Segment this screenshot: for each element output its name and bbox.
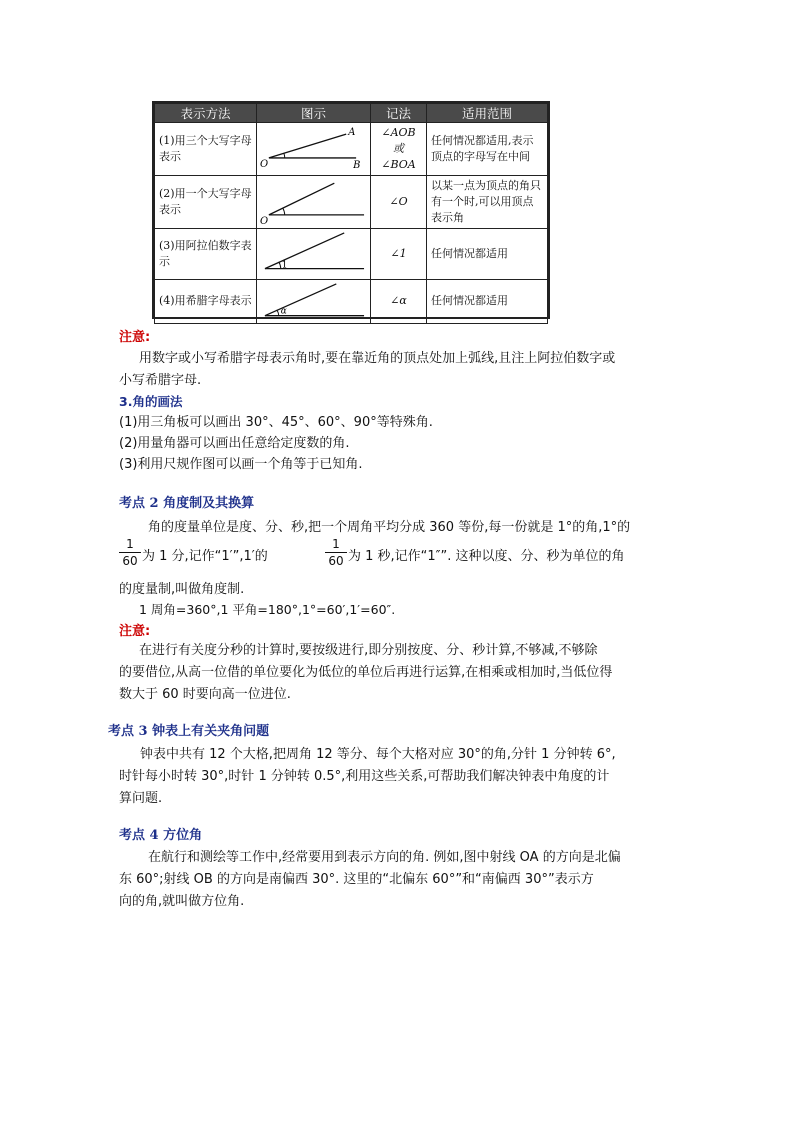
scope-cell: 任何情况都适用 xyxy=(427,229,548,280)
fraction-denominator: 60 xyxy=(122,554,138,568)
method-cell: (3)用阿拉伯数字表示 xyxy=(155,229,257,280)
section-title: 考点 2 角度制及其换算 xyxy=(119,496,255,511)
paragraph-line: 在航行和测绘等工作中,经常要用到表示方向的角. 例如,图中射线 OA 的方向是北偏 xyxy=(148,850,621,865)
scope-cell: 任何情况都适用 xyxy=(427,279,548,324)
section-heading: 3.角的画法 xyxy=(119,394,183,409)
label-o: O xyxy=(259,215,269,227)
header-scope: 适用范围 xyxy=(427,104,548,123)
fraction-numerator: 1 xyxy=(126,537,134,551)
paragraph-line: 时针每小时转 30°,时针 1 分钟转 0.5°,利用这些关系,可帮助我们解决钟表中角度的计 xyxy=(119,769,610,784)
method-cell: (2)用一个大写字母表示 xyxy=(155,176,257,229)
notation-cell: ∠AOB 或 ∠BOA xyxy=(371,123,427,176)
list-item: (1)用三角板可以画出 30°、45°、60°、90°等特殊角. xyxy=(119,415,433,430)
header-method: 表示方法 xyxy=(155,104,257,123)
note-text: 用数字或小写希腊字母表示角时,要在靠近角的顶点处加上弧线,且注上阿拉伯数字或 xyxy=(139,351,616,366)
note-text: 数大于 60 时要向高一位进位. xyxy=(119,687,291,702)
label-alpha: α xyxy=(280,306,287,317)
header-figure: 图示 xyxy=(257,104,371,123)
fraction xyxy=(325,537,347,568)
label-1: 1 xyxy=(281,260,288,271)
scope-cell: 以某一点为顶点的角只有一个时,可以用顶点表示角 xyxy=(427,176,548,229)
scope-cell: 任何情况都适用,表示顶点的字母写在中间 xyxy=(427,123,548,176)
paragraph-line: 1 周角=360°,1 平角=180°,1°=60′,1′=60″. xyxy=(139,602,396,617)
table-row xyxy=(155,279,548,324)
notation-cell: ∠α xyxy=(371,279,427,324)
note-label: 注意: xyxy=(119,330,151,345)
paragraph-line: 为 1 分,记作“1′”,1′的 xyxy=(142,549,268,564)
list-item: (2)用量角器可以画出任意给定度数的角. xyxy=(119,436,350,451)
note-label: 注意: xyxy=(119,624,151,639)
fraction xyxy=(119,537,141,568)
section-title: 考点 3 钟表上有关夹角问题 xyxy=(108,724,270,739)
paragraph-line: 向的角,就叫做方位角. xyxy=(119,894,245,909)
paragraph-line: 角的度量单位是度、分、秒,把一个周角平均分成 360 等份,每一份就是 1°的角,1°的 xyxy=(148,520,631,535)
notation-cell: ∠1 xyxy=(371,229,427,280)
table-header-row xyxy=(155,104,548,123)
label-a: A xyxy=(348,127,356,139)
angle-figure xyxy=(257,123,371,176)
list-item: (3)利用尺规作图可以画一个角等于已知角. xyxy=(119,457,363,472)
angle-notation-table xyxy=(152,101,550,319)
header-notation: 记法 xyxy=(371,104,427,123)
table-row xyxy=(155,176,548,229)
note-text: 的要借位,从高一位借的单位要化为低位的单位后再进行运算,在相乘或相加时,当低位得 xyxy=(119,665,613,680)
section-title: 考点 4 方位角 xyxy=(119,828,203,843)
paragraph-line: 东 60°;射线 OB 的方向是南偏西 30°. 这里的“北偏东 60°”和“南偏西 30°”表示方 xyxy=(119,872,594,887)
method-cell: (1)用三个大写字母表示 xyxy=(155,123,257,176)
label-b: B xyxy=(353,159,361,171)
paragraph-line: 的度量制,叫做角度制. xyxy=(119,582,245,597)
angle-alpha-diagram xyxy=(257,280,370,324)
label-o: O xyxy=(259,158,269,170)
paragraph-line: 算问题. xyxy=(119,791,163,806)
table-row xyxy=(155,229,548,280)
paragraph-line: 为 1 秒,记作“1″”. 这种以度、分、秒为单位的角 xyxy=(348,549,625,564)
angle-aob-diagram xyxy=(257,123,370,175)
notation-cell: ∠O xyxy=(371,176,427,229)
table-row xyxy=(155,123,548,176)
angle-figure xyxy=(257,229,371,280)
fraction-denominator: 60 xyxy=(328,554,344,568)
angle-1-diagram xyxy=(257,229,370,279)
note-text: 小写希腊字母. xyxy=(119,373,202,388)
note-text: 在进行有关度分秒的计算时,要按级进行,即分别按度、分、秒计算,不够减,不够除 xyxy=(139,643,598,658)
angle-o-diagram xyxy=(257,176,370,228)
angle-figure xyxy=(257,176,371,229)
fraction-numerator: 1 xyxy=(332,537,340,551)
angle-figure xyxy=(257,279,371,324)
method-cell: (4)用希腊字母表示 xyxy=(155,279,257,324)
paragraph-line: 钟表中共有 12 个大格,把周角 12 等分、每个大格对应 30°的角,分针 1 分钟转 6°, xyxy=(140,747,616,762)
